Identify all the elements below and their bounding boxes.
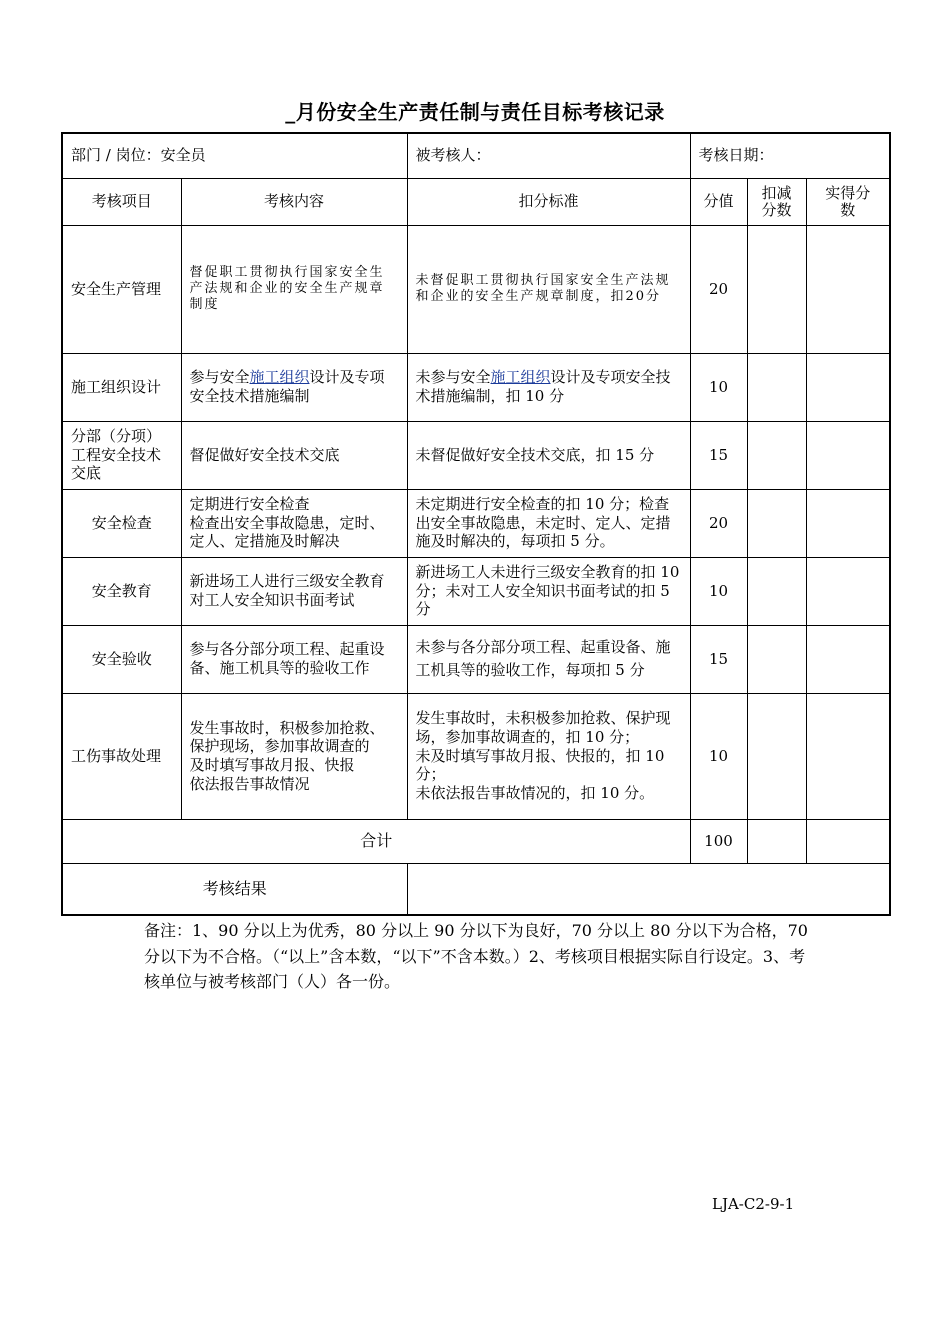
construction-org-link[interactable]: 施工组织 <box>490 368 551 387</box>
date-cell: 考核日期： <box>690 133 890 178</box>
row-content: 督促职工贯彻执行国家安全生产法规和企业的安全生产规章制度 <box>181 225 407 353</box>
total-label: 合计 <box>62 819 690 863</box>
row-standard: 未督促做好安全技术交底，扣 15 分 <box>407 421 690 489</box>
content-line: 及时填写事故月报、快报 <box>189 756 355 774</box>
column-header-row <box>62 178 890 225</box>
row-score: 10 <box>690 353 747 421</box>
result-value[interactable] <box>407 863 890 915</box>
content-line: 发生事故时，积极参加抢救、保护现场，参加事故调查的 <box>189 718 385 756</box>
row-content <box>181 489 407 557</box>
row-score: 15 <box>690 625 747 693</box>
row-content: 督促做好安全技术交底 <box>181 421 407 489</box>
col-deduct: 扣减分数 <box>747 178 806 225</box>
row-item: 安全生产管理 <box>62 225 181 353</box>
content-line: 依法报告事故情况 <box>189 774 310 793</box>
row-content <box>181 693 407 819</box>
col-score: 分值 <box>690 178 747 225</box>
col-item: 考核项目 <box>62 178 181 225</box>
row-actual <box>806 693 890 819</box>
content-line: 定期进行安全检查 <box>189 494 310 513</box>
row-item: 分部（分项）工程安全技术交底 <box>62 421 181 489</box>
total-row <box>62 819 890 863</box>
total-actual <box>806 819 890 863</box>
total-score: 100 <box>690 819 747 863</box>
table-row <box>62 421 890 489</box>
assessment-table <box>61 132 891 916</box>
row-deduct <box>747 489 806 557</box>
standard-line: 未及时填写事故月报、快报的，扣 10 分； <box>415 746 665 784</box>
page-title: _月份安全生产责任制与责任目标考核记录 <box>285 100 665 124</box>
row-score: 10 <box>690 557 747 625</box>
standard-pre: 未参与安全 <box>415 368 491 387</box>
row-actual <box>806 353 890 421</box>
footnote: 备注：1、90 分以上为优秀，80 分以上 90 分以下为良好，70 分以上 80 分以下为合格，70 分以下为不合格。（“以上”含本数，“以下”不含本数。）2、考核项目根据实际自行设定。3、考核单位与被考核部门（人）各一份。 <box>144 921 808 992</box>
row-score: 10 <box>690 693 747 819</box>
standard-line: 发生事故时，未积极参加抢救、保护现场，参加事故调查的，扣 10 分； <box>415 709 671 746</box>
row-deduct <box>747 557 806 625</box>
table-row <box>62 557 890 625</box>
row-item: 工伤事故处理 <box>62 693 181 819</box>
content-line: 新进场工人进行三级安全教育 <box>189 572 385 591</box>
col-standard: 扣分标准 <box>407 178 690 225</box>
row-deduct <box>747 625 806 693</box>
col-content: 考核内容 <box>181 178 407 225</box>
row-standard: 未参与各分部分项工程、起重设备、施工机具等的验收工作，每项扣 5 分 <box>407 625 690 693</box>
total-deduct <box>747 819 806 863</box>
table-row <box>62 353 890 421</box>
table-row <box>62 489 890 557</box>
content-line: 检查出安全事故隐患，定时、定人、定措施及时解决 <box>189 513 385 551</box>
row-actual <box>806 557 890 625</box>
row-standard: 未督促职工贯彻执行国家安全生产法规和企业的安全生产规章制度，扣20分 <box>407 225 690 353</box>
row-deduct <box>747 225 806 353</box>
row-actual <box>806 421 890 489</box>
row-deduct <box>747 421 806 489</box>
row-score: 20 <box>690 225 747 353</box>
row-standard <box>407 353 690 421</box>
table-row <box>62 693 890 819</box>
person-cell: 被考核人： <box>407 133 690 178</box>
row-actual <box>806 225 890 353</box>
row-standard: 未定期进行安全检查的扣 10 分；检查出安全事故隐患，未定时、定人、定措施及时解决的，每项扣 5 分。 <box>407 489 690 557</box>
row-content: 参与各分部分项工程、起重设备、施工机具等的验收工作 <box>181 625 407 693</box>
col-actual: 实得分数 <box>806 178 890 225</box>
dept-cell: 部门 / 岗位：安全员 <box>62 133 407 178</box>
row-score: 20 <box>690 489 747 557</box>
row-score: 15 <box>690 421 747 489</box>
row-item: 安全教育 <box>62 557 181 625</box>
header-info-row <box>62 133 890 178</box>
row-content <box>181 353 407 421</box>
table-row <box>62 225 890 353</box>
row-item: 施工组织设计 <box>62 353 181 421</box>
result-row <box>62 863 890 915</box>
row-standard <box>407 693 690 819</box>
content-line: 对工人安全知识书面考试 <box>189 591 355 609</box>
row-content <box>181 557 407 625</box>
row-actual <box>806 489 890 557</box>
table-row <box>62 625 890 693</box>
document-code: LJA-C2-9-1 <box>712 1195 795 1213</box>
row-item: 安全检查 <box>62 489 181 557</box>
standard-post: 设计及专项安全技术措施编制，扣 10 分 <box>415 368 671 405</box>
content-post: 设计及专项安全技术措施编制 <box>189 368 385 405</box>
row-item: 安全验收 <box>62 625 181 693</box>
row-actual <box>806 625 890 693</box>
row-deduct <box>747 693 806 819</box>
standard-line: 未依法报告事故情况的，扣 10 分。 <box>415 784 655 803</box>
row-deduct <box>747 353 806 421</box>
row-standard: 新进场工人未进行三级安全教育的扣 10 分；未对工人安全知识书面考试的扣 5 分 <box>407 557 690 625</box>
result-label: 考核结果 <box>62 863 407 915</box>
construction-org-link[interactable]: 施工组织 <box>249 368 310 387</box>
content-pre: 参与安全 <box>189 368 250 387</box>
